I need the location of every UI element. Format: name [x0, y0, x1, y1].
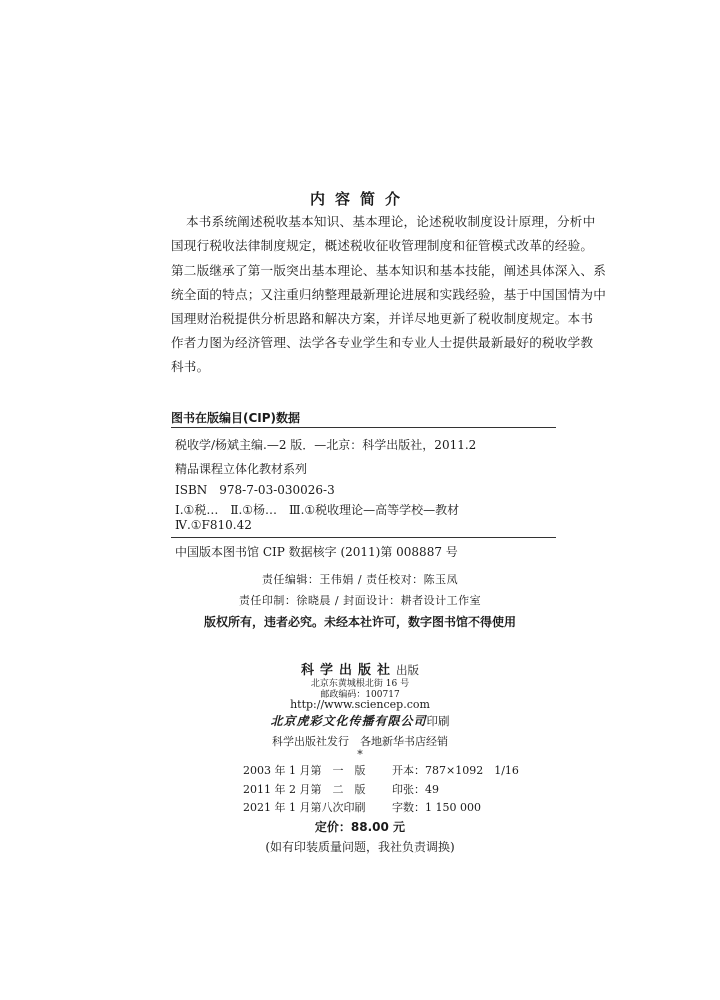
- publisher-url: http://www.sciencep.com: [290, 698, 430, 711]
- printer-line: [0, 712, 720, 729]
- credits-editors: 责任编辑：王伟娟 / 责任校对：陈玉凤: [261, 573, 459, 586]
- summary-line: 统全面的特点；又注重归纳整理最新理论进展和实践经验，基于中国国情为中: [171, 287, 606, 302]
- quality-notice: (如有印装质量问题，我社负责调换): [265, 840, 455, 854]
- edition-spec: 字数：1 150 000: [392, 801, 481, 814]
- edition-row: [243, 781, 439, 797]
- summary-line: 国现行税收法律制度规定，概述税收征收管理制度和征管模式改革的经验。: [171, 238, 594, 253]
- cip-bottom-rule: [171, 537, 556, 538]
- cip-line-isbn: ISBN 978-7-03-030026-3: [175, 483, 335, 497]
- cip-line-series: 精品课程立体化教材系列: [175, 462, 308, 476]
- edition-spec: 印张：49: [392, 783, 439, 796]
- edition-row: [243, 799, 481, 815]
- summary-line: 作者力图为经济管理、法学各专业学生和专业人士提供最新最好的税收学教: [171, 335, 594, 350]
- edition-date: 2003 年 1 月第 一 版: [243, 764, 366, 777]
- edition-date: 2011 年 2 月第 二 版: [243, 783, 366, 796]
- publisher-suffix: 出版: [396, 663, 419, 677]
- cip-line-classification: Ⅰ.①税… Ⅱ.①杨… Ⅲ.①税收理论—高等学校—教材: [175, 503, 460, 517]
- summary-line: 国理财治税提供分析思路和解决方案，并详尽地更新了税收制度规定。本书: [171, 311, 594, 326]
- publisher-address: 北京东黄城根北街 16 号: [310, 679, 410, 689]
- edition-date: 2021 年 1 月第八次印刷: [243, 801, 366, 814]
- credits-production: 责任印制：徐晓晨 / 封面设计：耕者设计工作室: [238, 594, 482, 607]
- cip-line-bibliographic: 税收学/杨斌主编.—2 版．—北京：科学出版社，2011.2: [175, 438, 477, 452]
- cip-top-rule: [171, 427, 556, 428]
- distribution-line: 科学出版社发行 各地新华书店经销: [272, 735, 448, 748]
- publisher-postcode: 邮政编码：100717: [320, 690, 400, 700]
- summary-line: 第二版继承了第一版突出基本理论、基本知识和基本技能，阐述具体深入、系: [171, 263, 606, 278]
- edition-spec: 开本：787×1092 1/16: [392, 764, 519, 777]
- copyright-notice: 版权所有，违者必究。未经本社许可，数字图书馆不得使用: [203, 615, 516, 629]
- summary-line: 本书系统阐述税收基本知识、基本理论，论述税收制度设计原理，分析中: [186, 214, 596, 229]
- cip-line-classification-code: Ⅳ.①F810.42: [175, 518, 252, 532]
- cip-title: 图书在版编目(CIP)数据: [171, 411, 301, 425]
- separator-star: *: [357, 748, 363, 761]
- cip-data-number: 中国版本图书馆 CIP 数据核字 (2011)第 008887 号: [175, 545, 458, 559]
- price: 定价：88.00 元: [314, 820, 406, 834]
- publisher-name: 科学出版社: [300, 663, 396, 678]
- summary-title: 内容简介: [309, 190, 410, 208]
- printer-suffix: 印刷: [426, 714, 450, 728]
- edition-row: [243, 762, 519, 778]
- printer-name: 北京虎彩文化传播有限公司: [270, 714, 427, 728]
- summary-line: 科书。: [171, 359, 210, 374]
